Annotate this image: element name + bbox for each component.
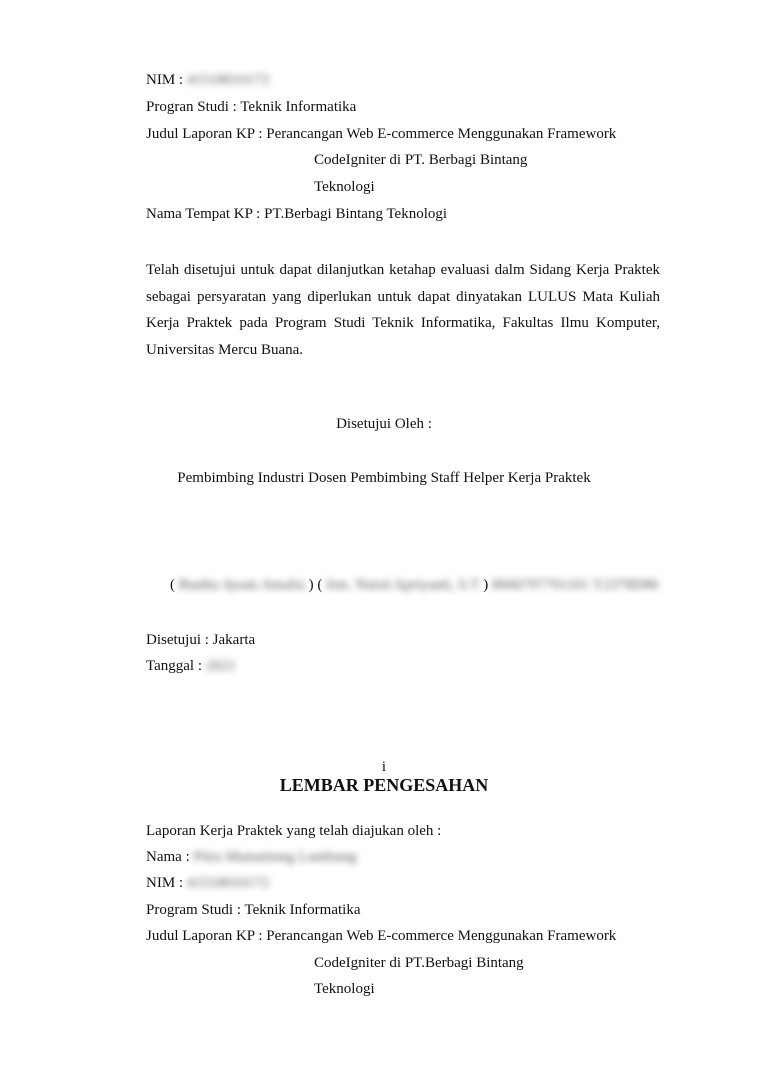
approval-paragraph: Telah disetujui untuk dapat dilanjutkan ketahap evaluasi dalm Sidang Kerja Praktek sebagai persyaratan yang diperlukan untuk dapat dinyatakan LULUS Mata Kuliah Kerja Praktek pada Program Studi Teknik Informatika, Fakultas Ilmu Komputer, Universitas Mercu Buana. [146, 262, 660, 358]
judul-line-3: Teknologi [314, 179, 375, 195]
page-number: i [381, 759, 387, 775]
judul-line-2-bottom: CodeIgniter di PT.Berbagi Bintang [314, 955, 524, 971]
paren-mid-1: ) ( [308, 577, 323, 593]
program-studi-line: Progran Studi : Teknik Informatika [146, 99, 357, 115]
nama-value-redacted: Pitra Manuntung Lumbung [193, 849, 357, 865]
judul-line-1-bottom: Judul Laporan KP : Perancangan Web E-commerce Menggunakan Framework [146, 928, 617, 944]
program-studi-line-bottom: Program Studi : Teknik Informatika [146, 902, 361, 918]
tempat-kp-line: Nama Tempat KP : PT.Berbagi Bintang Teknologi [146, 206, 448, 222]
date-value-redacted: 2021 [205, 658, 236, 674]
signature-name-1: Bunbu Ayum Amalia [178, 577, 305, 593]
nim-value-redacted: 41518010172 [186, 72, 270, 88]
nama-line [146, 847, 357, 867]
signature-line [170, 575, 659, 595]
date-label: Tanggal : [146, 658, 203, 674]
nim-line [146, 70, 269, 90]
paren-open: ( [170, 577, 175, 593]
date-line [146, 656, 236, 676]
paren-mid-2: ) [483, 577, 492, 593]
judul-line-3-bottom: Teknologi [314, 981, 375, 997]
nim-value-bottom-redacted: 41518010172 [186, 875, 270, 891]
nim-line-bottom [146, 873, 269, 893]
judul-line-1: Judul Laporan KP : Perancangan Web E-commerce Menggunakan Framework [146, 126, 617, 142]
signature-name-3: 8666797791101 Y2378D86 [491, 577, 659, 593]
nim-label: NIM : [146, 72, 184, 88]
approved-by: Disetujui Oleh : [336, 416, 432, 432]
roles-line: Pembimbing Industri Dosen Pembimbing Staff Helper Kerja Praktek [177, 470, 591, 486]
signature-name-2: Irm. Nurul Apriyanti, S.T [326, 577, 480, 593]
judul-line-2: CodeIgniter di PT. Berbagi Bintang [314, 152, 528, 168]
intro-line: Laporan Kerja Praktek yang telah diajukan oleh : [146, 823, 442, 839]
nama-label: Nama : [146, 849, 190, 865]
nim-label-bottom: NIM : [146, 875, 184, 891]
place-line: Disetujui : Jakarta [146, 632, 256, 648]
section-title: LEMBAR PENGESAHAN [279, 775, 489, 795]
